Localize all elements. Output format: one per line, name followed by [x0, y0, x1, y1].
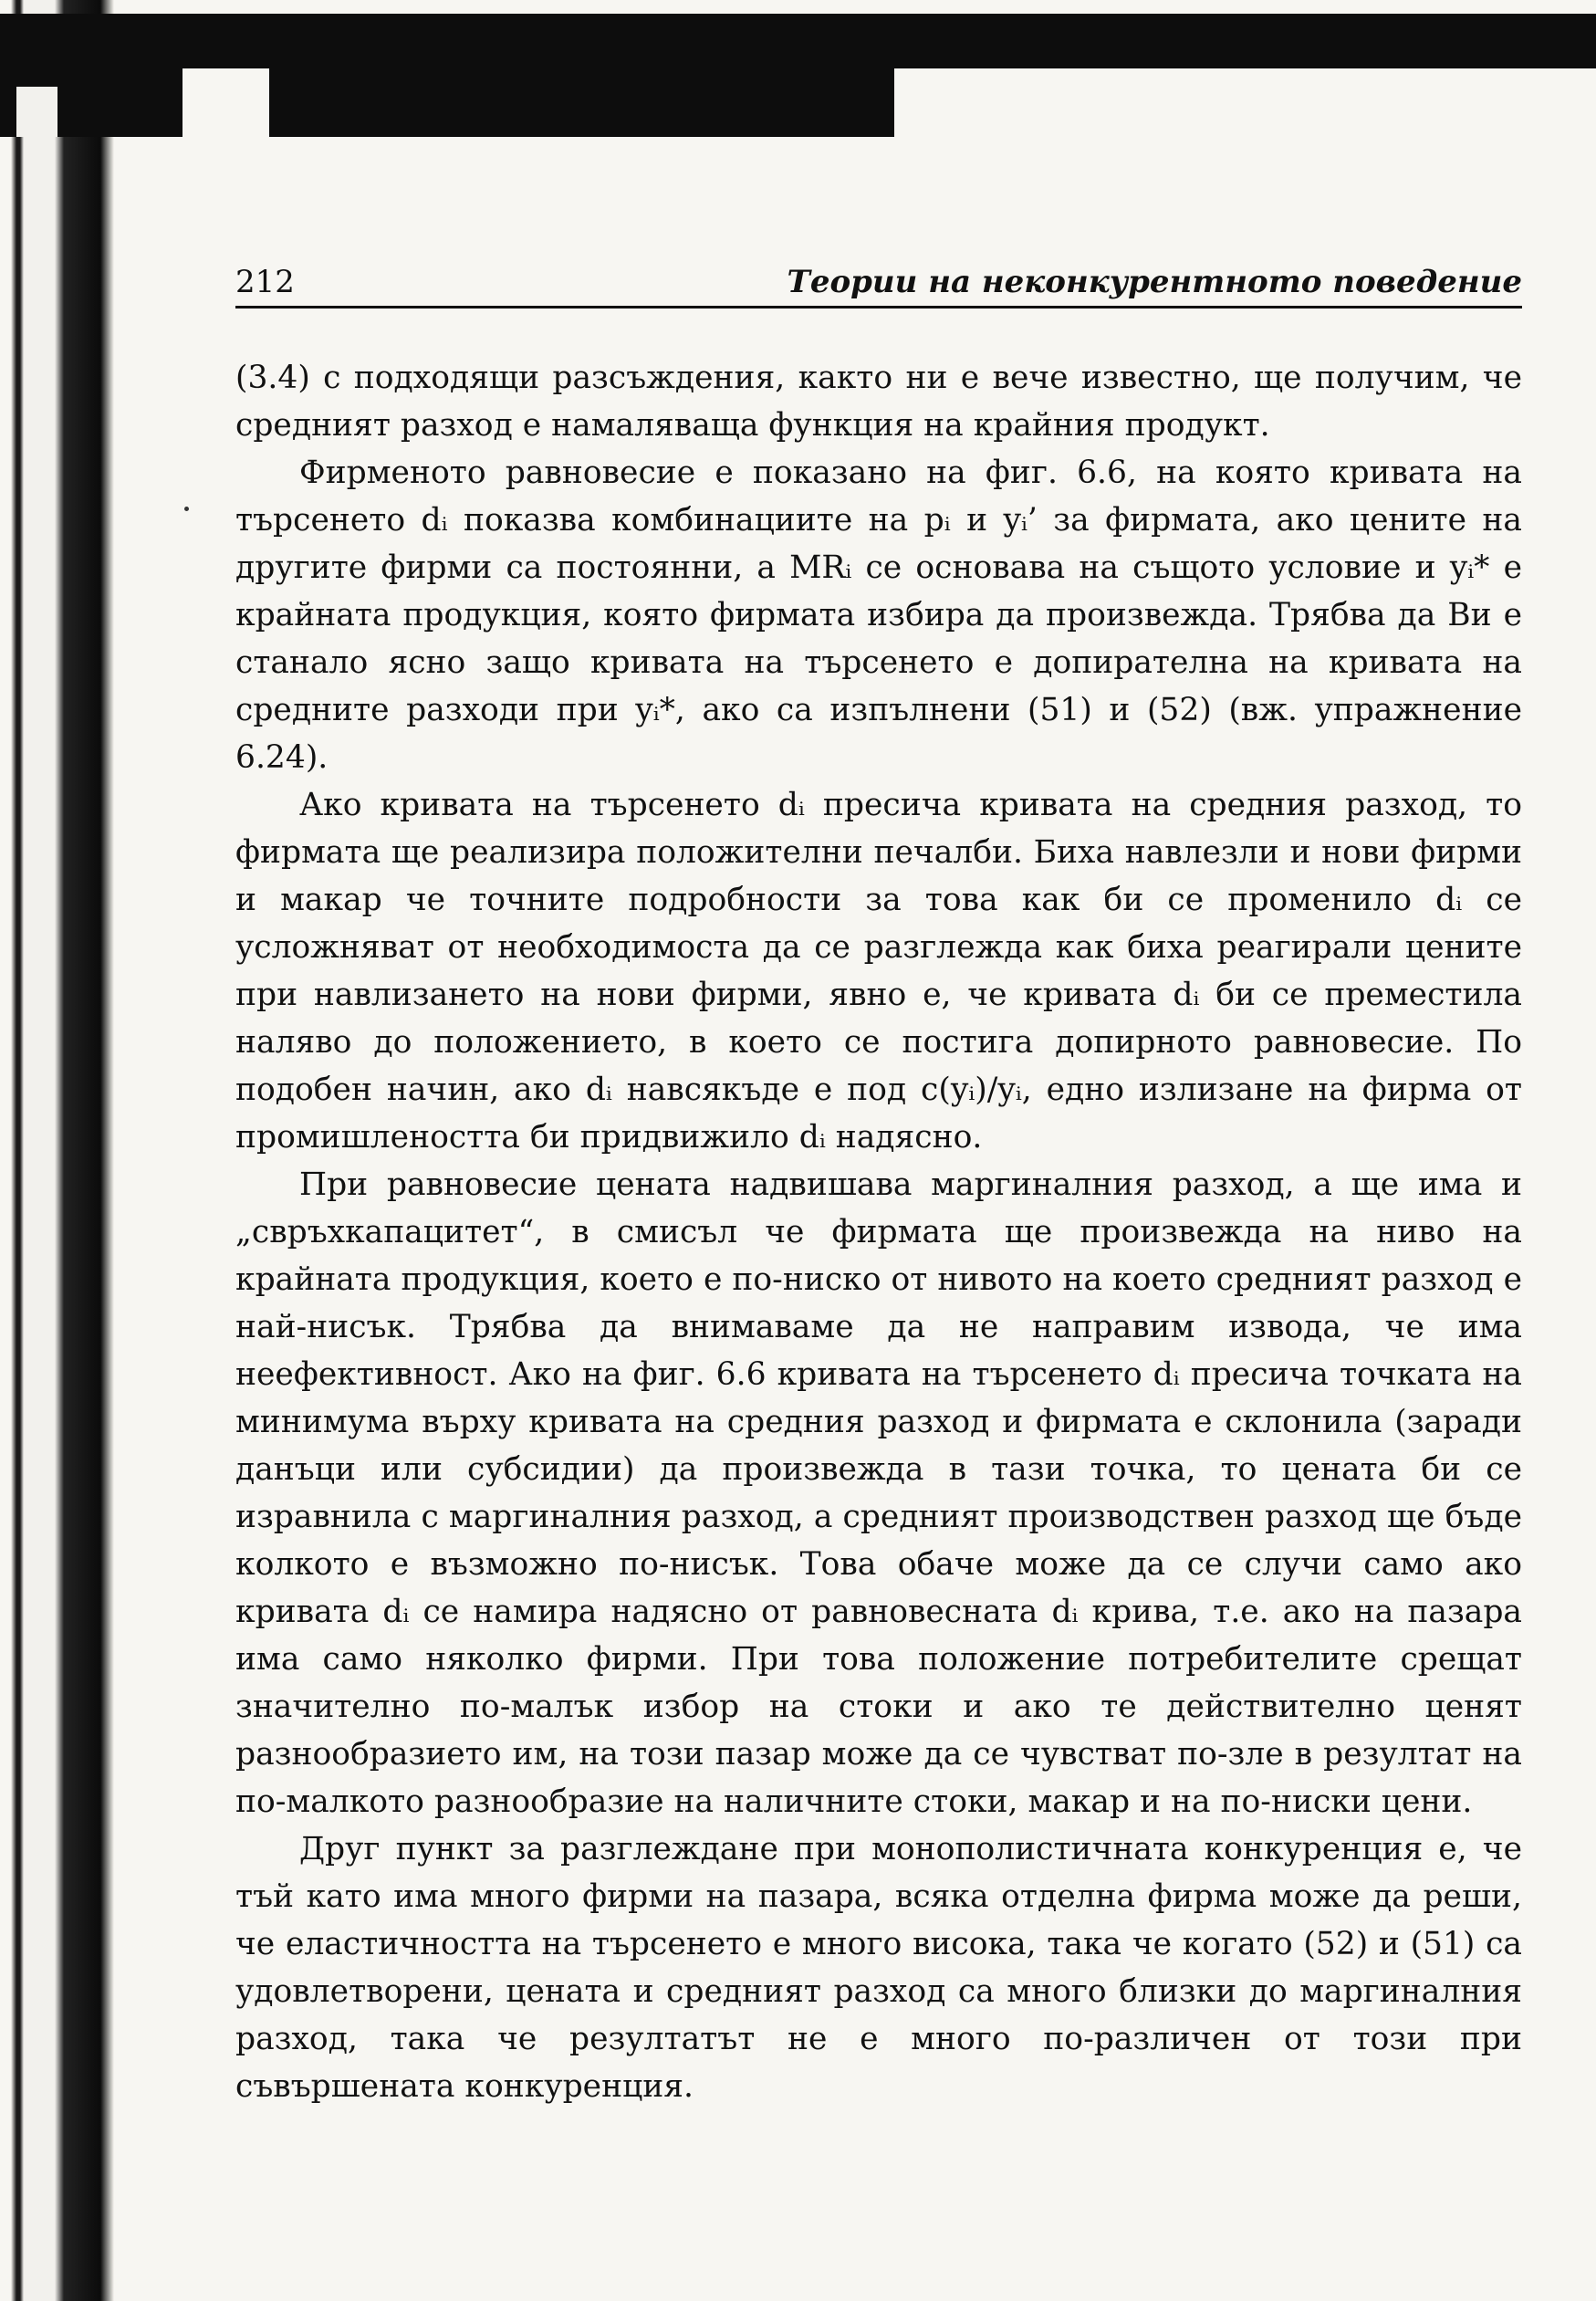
- paragraph-4: При равновесие цената надвишава маргиналния разход, а ще има и „свръхкапацитет“, в смисъл че фирмата ще произвежда на ниво на крайната продукция, което е по-ниско от нивото на което средният разход е най-нисък. Трябва да внимаваме да не направим извода, че има неефективност. Ако на фиг. 6.6 кривата на търсенето dᵢ пресича точката на минимума върху кривата на средния разход и фирмата е склонила (заради данъци или субсидии) да произвежда в тази точка, то цената би се изравнила с маргиналния разход, а средният производствен разход ще бъде колкото е възможно по-нисък. Това обаче може да се случи само ако кривата dᵢ се намира надясно от равновесната dᵢ крива, т.е. ако на пазара има само няколко фирми. При това положение потребителите срещат значително по-малък избор на стоки и ако те действително ценят разнообразието им, на този пазар може да се чувстват по-зле в резултат на по-малкото разнообразие на наличните стоки, макар и на по-ниски цени.: [235, 1166, 1522, 1820]
- running-title: Теории на неконкурентното поведение: [787, 264, 1522, 300]
- page-number: 212: [235, 264, 295, 300]
- paragraph-5: Друг пункт за разглеждане при монополистичната конкуренция е, че тъй като има много фирми на пазара, всяка отделна фирма може да реши, че еластичността на търсенето е много висока, така че когато (52) и (51) са удовлетворени, цената и средният разход са много близки до маргиналния разход, така че резултатът не е много по-различен от този при съвършената конкуренция.: [235, 1831, 1522, 2105]
- body-text: [235, 354, 1522, 2110]
- paragraph-1: (3.4) с подходящи разсъждения, както ни е вече известно, ще получим, че средният разход е намаляваща функция на крайния продукт.: [235, 360, 1522, 444]
- scan-top-shadow-block: [269, 59, 894, 137]
- paragraph-3: Ако кривата на търсенето dᵢ пресича кривата на средния разход, то фирмата ще реализира положителни печалби. Биха навлезли и нови фирми и макар че точните подробности за това как би се променило dᵢ се усложняват от необходимоста да се разглежда как биха реагирали цените при навлизането на нови фирми, явно е, че кривата dᵢ би се преместила наляво до положението, в което се постига допирното равновесие. По подобен начин, ако dᵢ навсякъде е под c(yᵢ)/yᵢ, едно излизане на фирма от промишлеността би придвижило dᵢ надясно.: [235, 787, 1522, 1156]
- scan-binding-edge: [0, 0, 114, 2301]
- paragraph-2: Фирменото равновесие е показано на фиг. 6.6, на която кривата на търсенето dᵢ показва комбинациите на pᵢ и yᵢ’ за фирмата, ако цените на другите фирми са постоянни, а MRᵢ се основава на същото условие и yᵢ* е крайната продукция, която фирмата избира да произвежда. Трябва да Ви е станало ясно защо кривата на търсенето е допирателна на кривата на средните разходи при yᵢ*, ако са изпълнени (51) и (52) (вж. упражнение 6.24).: [235, 455, 1522, 776]
- page-header: [235, 260, 1522, 309]
- margin-speck: [184, 507, 189, 511]
- scan-corner-gap: [16, 87, 57, 137]
